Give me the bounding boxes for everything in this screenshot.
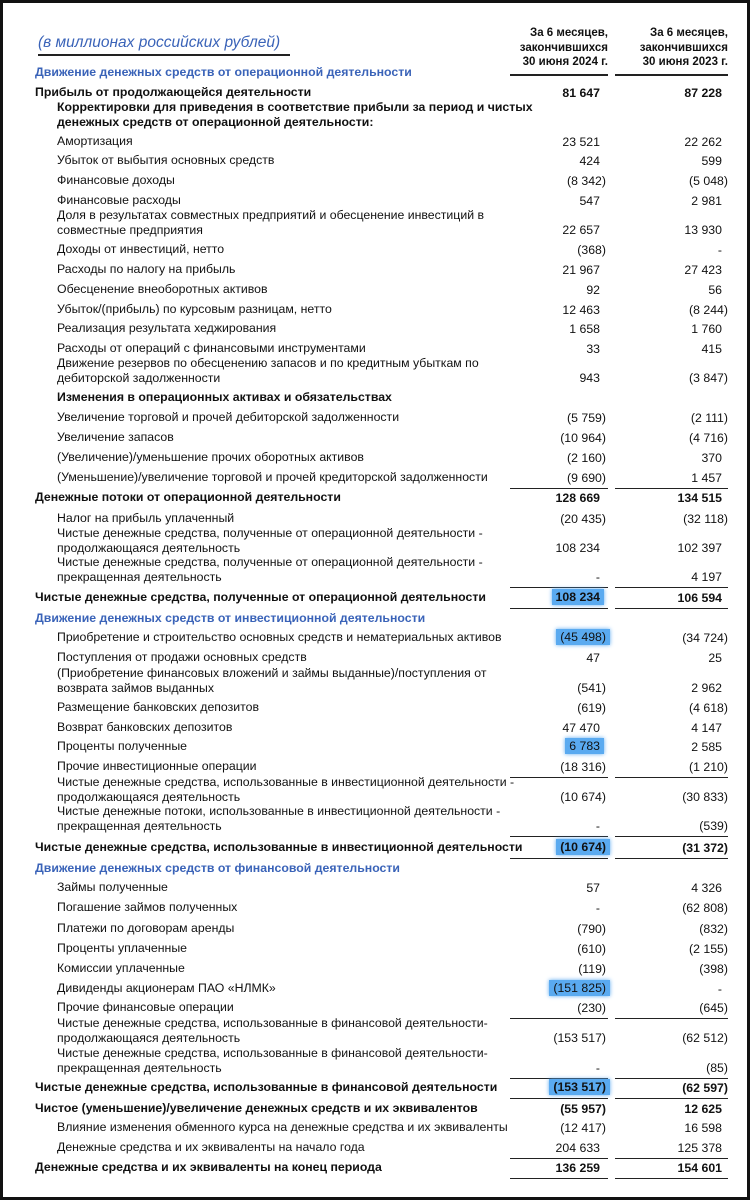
value-2023: 134 515: [677, 490, 722, 505]
row-label: Влияние изменения обменного курса на денежные средства и их эквиваленты: [57, 1120, 508, 1134]
value-2023: 370: [701, 450, 722, 465]
underline-rule: [510, 858, 608, 859]
value-2023: (2 155): [689, 941, 728, 956]
row-label: Чистые денежные средства, использованные в инвестиционной деятельности: [35, 840, 523, 854]
row-label: Комиссии уплаченные: [57, 961, 185, 975]
row-label: Движение денежных средств от операционной деятельности: [35, 65, 412, 79]
row-label: Платежи по договорам аренды: [57, 921, 235, 935]
value-2023: (62 808): [682, 900, 728, 915]
value-2023: (832): [699, 921, 728, 936]
value-2024: (119): [578, 961, 606, 976]
table-row: [0, 321, 750, 336]
row-label: Дивиденды акционерам ПАО «НЛМК»: [57, 981, 276, 995]
table-row: [0, 526, 750, 555]
row-label: Обесценение внеоборотных активов: [57, 282, 268, 296]
table-row: [0, 242, 750, 257]
table-row: [0, 302, 750, 317]
value-2024: 21 967: [562, 262, 600, 277]
section-header: [0, 65, 750, 80]
value-2023: (85): [706, 1060, 728, 1075]
table-row: [0, 100, 750, 129]
row-label: Расходы по налогу на прибыль: [57, 262, 236, 276]
table-row: [0, 430, 750, 445]
value-2023: 16 598: [684, 1120, 722, 1135]
row-label: Займы полученные: [57, 880, 168, 894]
value-2024: 108 234: [555, 540, 600, 555]
table-row: [0, 1160, 750, 1175]
value-2023: 2 585: [691, 739, 722, 754]
row-label: Чистые денежные средства, полученные от операционной деятельности: [35, 590, 486, 604]
value-2023: 22 262: [684, 134, 722, 149]
value-2023: (4 716): [689, 430, 728, 445]
value-2023: (3 847): [689, 370, 728, 385]
underline-rule: [615, 1178, 728, 1179]
table-row: [0, 208, 750, 237]
value-2023: 1 457: [691, 470, 722, 485]
table-row: [0, 900, 750, 915]
row-label: (Приобретение финансовых вложений и займы выданные)/поступления от возврата займов выданных: [57, 666, 487, 695]
row-label: Амортизация: [57, 134, 133, 148]
underline-rule: [615, 608, 728, 609]
row-label: Возврат банковских депозитов: [57, 720, 233, 734]
row-label: Корректировки для приведения в соответствие прибыли за период и чистых денежных средств от операционной деятельности:: [57, 100, 533, 129]
value-2023: (62 512): [682, 1030, 728, 1045]
value-2024: -: [595, 1060, 600, 1075]
row-label: Чистые денежные средства, использованные в финансовой деятельности- продолжающаяся деятельность: [57, 1016, 488, 1045]
table-row: [0, 282, 750, 297]
row-label: Чистые денежные средства, использованные в финансовой деятельности: [35, 1080, 498, 1094]
row-label: Денежные средства и их эквиваленты на конец периода: [35, 1160, 382, 1174]
value-2024: (45 498): [556, 629, 610, 646]
value-2024: (5 759): [567, 410, 606, 425]
row-label: Прочие инвестиционные операции: [57, 759, 257, 773]
value-2023: (31 372): [682, 840, 728, 855]
underline-rule: [615, 1158, 728, 1159]
table-row: [0, 941, 750, 956]
row-label: Погашение займов полученных: [57, 900, 238, 914]
table-row: [0, 1140, 750, 1155]
value-2023: (539): [699, 818, 728, 833]
table-row: [0, 921, 750, 936]
value-2024: (368): [577, 242, 606, 257]
row-label: Прочие финансовые операции: [57, 1000, 234, 1014]
value-2024: 1 658: [569, 321, 600, 336]
underline-rule: [615, 1098, 728, 1099]
row-label: Чистые денежные потоки, использованные в инвестиционной деятельности - прекращенная деятельность: [57, 804, 501, 833]
row-label: Приобретение и строительство основных средств и нематериальных активов: [57, 630, 502, 644]
table-row: [0, 775, 750, 804]
table-row: [0, 153, 750, 168]
table-row: [0, 356, 750, 385]
value-2024: 22 657: [562, 222, 600, 237]
value-2024: -: [595, 900, 600, 915]
value-2024: 136 259: [555, 1160, 600, 1175]
value-2024: (20 435): [560, 511, 606, 526]
value-2023: 102 397: [677, 540, 722, 555]
value-2024: (230): [577, 1000, 606, 1015]
row-label: Проценты уплаченные: [57, 941, 187, 955]
value-2023: (645): [699, 1000, 728, 1015]
value-2023: (398): [699, 961, 728, 976]
value-2023: 1 760: [691, 321, 722, 336]
row-label: Размещение банковских депозитов: [57, 700, 260, 714]
value-2024: 6 783: [565, 738, 604, 755]
value-2023: (1 210): [689, 759, 728, 774]
table-row: [0, 981, 750, 996]
value-2024: 47: [586, 650, 600, 665]
value-2024: (18 316): [560, 759, 606, 774]
row-label: Расходы от операций с финансовыми инструментами: [57, 341, 366, 355]
value-2024: 424: [579, 153, 600, 168]
table-row: [0, 511, 750, 526]
value-2024: (151 825): [549, 980, 610, 997]
value-2023: 106 594: [677, 590, 722, 605]
value-2024: (790): [577, 921, 606, 936]
row-label: Доходы от инвестиций, нетто: [57, 242, 225, 256]
table-row: [0, 961, 750, 976]
value-2023: -: [717, 242, 722, 257]
row-label: Чистые денежные средства, полученные от операционной деятельности - продолжающаяся деятельность: [57, 526, 483, 555]
value-2024: 547: [579, 193, 600, 208]
value-2024: 204 633: [555, 1140, 600, 1155]
value-2024: 943: [579, 370, 600, 385]
table-row: [0, 85, 750, 100]
value-2024: -: [595, 818, 600, 833]
value-2023: 415: [701, 341, 722, 356]
value-2024: 23 521: [562, 134, 600, 149]
value-2023: 125 378: [677, 1140, 722, 1155]
table-row: [0, 341, 750, 356]
row-label: Движение денежных средств от инвестиционной деятельности: [35, 611, 426, 625]
table-row: [0, 555, 750, 584]
underline-rule: [510, 1158, 608, 1159]
underline-rule: [510, 1178, 608, 1179]
value-2023: 2 962: [691, 680, 722, 695]
underline-rule: [615, 836, 728, 837]
row-label: Поступления от продажи основных средств: [57, 650, 307, 664]
units-caption: (в миллионах российских рублей): [38, 34, 290, 56]
value-2023: 4 326: [691, 880, 722, 895]
value-2024: 108 234: [552, 589, 604, 606]
value-2024: (2 160): [567, 450, 606, 465]
row-label: (Увеличение)/уменьшение прочих оборотных активов: [57, 450, 364, 464]
row-label: Денежные средства и их эквиваленты на начало года: [57, 1140, 365, 1154]
table-row: [0, 1000, 750, 1015]
value-2023: (62 597): [682, 1080, 728, 1095]
value-2024: 128 669: [555, 490, 600, 505]
table-row: [0, 804, 750, 833]
value-2024: 12 463: [562, 302, 600, 317]
underline-rule: [615, 1078, 728, 1079]
table-row: [0, 134, 750, 149]
table-row: [0, 720, 750, 735]
table-row: [0, 700, 750, 715]
value-2024: (10 674): [560, 789, 606, 804]
value-2024: (619): [577, 700, 606, 715]
table-row: [0, 666, 750, 695]
value-2023: 4 147: [691, 720, 722, 735]
value-2024: (12 417): [560, 1120, 606, 1135]
value-2023: 25: [708, 650, 722, 665]
value-2023: 599: [701, 153, 722, 168]
value-2024: (153 517): [553, 1030, 606, 1045]
row-label: Финансовые доходы: [57, 173, 175, 187]
table-row: [0, 450, 750, 465]
table-row: [0, 470, 750, 485]
value-2023: -: [717, 981, 722, 996]
value-2023: (8 244): [689, 302, 728, 317]
row-label: Реализация результата хеджирования: [57, 321, 277, 335]
section-header: [0, 611, 750, 626]
table-row: [0, 193, 750, 208]
value-2023: (32 118): [683, 511, 728, 526]
table-row: [0, 880, 750, 895]
table-row: [0, 1120, 750, 1135]
value-2024: 33: [586, 341, 600, 356]
row-label: Прибыль от продолжающейся деятельности: [35, 85, 312, 99]
value-2024: (10 674): [556, 839, 610, 856]
row-label: Денежные потоки от операционной деятельности: [35, 490, 341, 504]
underline-rule: [510, 1098, 608, 1099]
value-2023: (4 618): [689, 700, 728, 715]
row-label: Увеличение торговой и прочей дебиторской задолженности: [57, 410, 400, 424]
value-2024: 92: [586, 282, 600, 297]
table-row: [0, 490, 750, 505]
value-2024: (153 517): [549, 1079, 610, 1096]
table-row: [0, 410, 750, 425]
table-row: [0, 630, 750, 645]
value-2024: (610): [577, 941, 606, 956]
row-label: Чистое (уменьшение)/увеличение денежных средств и их эквивалентов: [35, 1101, 478, 1115]
value-2024: 57: [586, 880, 600, 895]
table-row: [0, 739, 750, 754]
underline-rule: [510, 608, 608, 609]
table-row: [0, 1080, 750, 1095]
value-2023: 27 423: [684, 262, 722, 277]
value-2024: (8 342): [567, 173, 606, 188]
row-label: Проценты полученные: [57, 739, 187, 753]
row-label: Налог на прибыль уплаченный: [57, 511, 235, 525]
value-2023: 12 625: [684, 1101, 722, 1116]
value-2024: 47 470: [562, 720, 600, 735]
row-label: (Уменьшение)/увеличение торговой и прочей кредиторской задолженности: [57, 470, 488, 484]
value-2023: (30 833): [682, 789, 728, 804]
row-label: Движение резервов по обесценению запасов и по кредитным убыткам по дебиторской задолженности: [57, 356, 479, 385]
value-2023: (5 048): [689, 173, 728, 188]
row-label: Доля в результатах совместных предприятий и обесценение инвестиций в совместные предприятия: [57, 208, 485, 237]
row-label: Движение денежных средств от финансовой деятельности: [35, 861, 400, 875]
value-2024: (9 690): [567, 470, 606, 485]
value-2024: (55 957): [560, 1101, 606, 1116]
value-2023: (34 724): [682, 630, 728, 645]
row-label: Убыток от выбытия основных средств: [57, 153, 275, 167]
value-2024: (10 964): [560, 430, 606, 445]
value-2023: 4 197: [691, 569, 722, 584]
row-label: Финансовые расходы: [57, 193, 181, 207]
row-label: Чистые денежные средства, полученные от операционной деятельности - прекращенная деятельность: [57, 555, 483, 584]
row-label: Чистые денежные средства, использованные в инвестиционной деятельности - продолжающаяся деятельность: [57, 775, 515, 804]
value-2023: 2 981: [691, 193, 722, 208]
value-2024: 81 647: [562, 85, 600, 100]
underline-rule: [510, 836, 608, 837]
value-2023: 154 601: [677, 1160, 722, 1175]
table-row: [0, 840, 750, 855]
value-2023: (2 111): [690, 410, 728, 425]
value-2024: -: [595, 569, 600, 584]
underline-rule: [510, 488, 608, 489]
table-row: [0, 759, 750, 774]
value-2023: 56: [708, 282, 722, 297]
value-2023: 13 930: [684, 222, 722, 237]
table-row: [0, 590, 750, 605]
column-header-2023: За 6 месяцев, закончившихся 30 июня 2023 г.: [615, 26, 728, 76]
row-label: Чистые денежные средства, использованные в финансовой деятельности- прекращенная деятельность: [57, 1046, 488, 1075]
column-header-2024: За 6 месяцев, закончившихся 30 июня 2024 г.: [510, 26, 608, 76]
table-row: [0, 1101, 750, 1116]
row-label: Изменения в операционных активах и обязательствах: [57, 390, 392, 404]
underline-rule: [615, 587, 728, 588]
row-label: Убыток/(прибыль) по курсовым разницам, нетто: [57, 302, 332, 316]
value-2023: 87 228: [684, 85, 722, 100]
underline-rule: [615, 858, 728, 859]
underline-rule: [615, 488, 728, 489]
table-row: [0, 390, 750, 405]
table-row: [0, 262, 750, 277]
row-label: Увеличение запасов: [57, 430, 174, 444]
table-row: [0, 1016, 750, 1045]
value-2024: (541): [577, 680, 606, 695]
table-row: [0, 173, 750, 188]
table-row: [0, 650, 750, 665]
section-header: [0, 861, 750, 876]
table-row: [0, 1046, 750, 1075]
